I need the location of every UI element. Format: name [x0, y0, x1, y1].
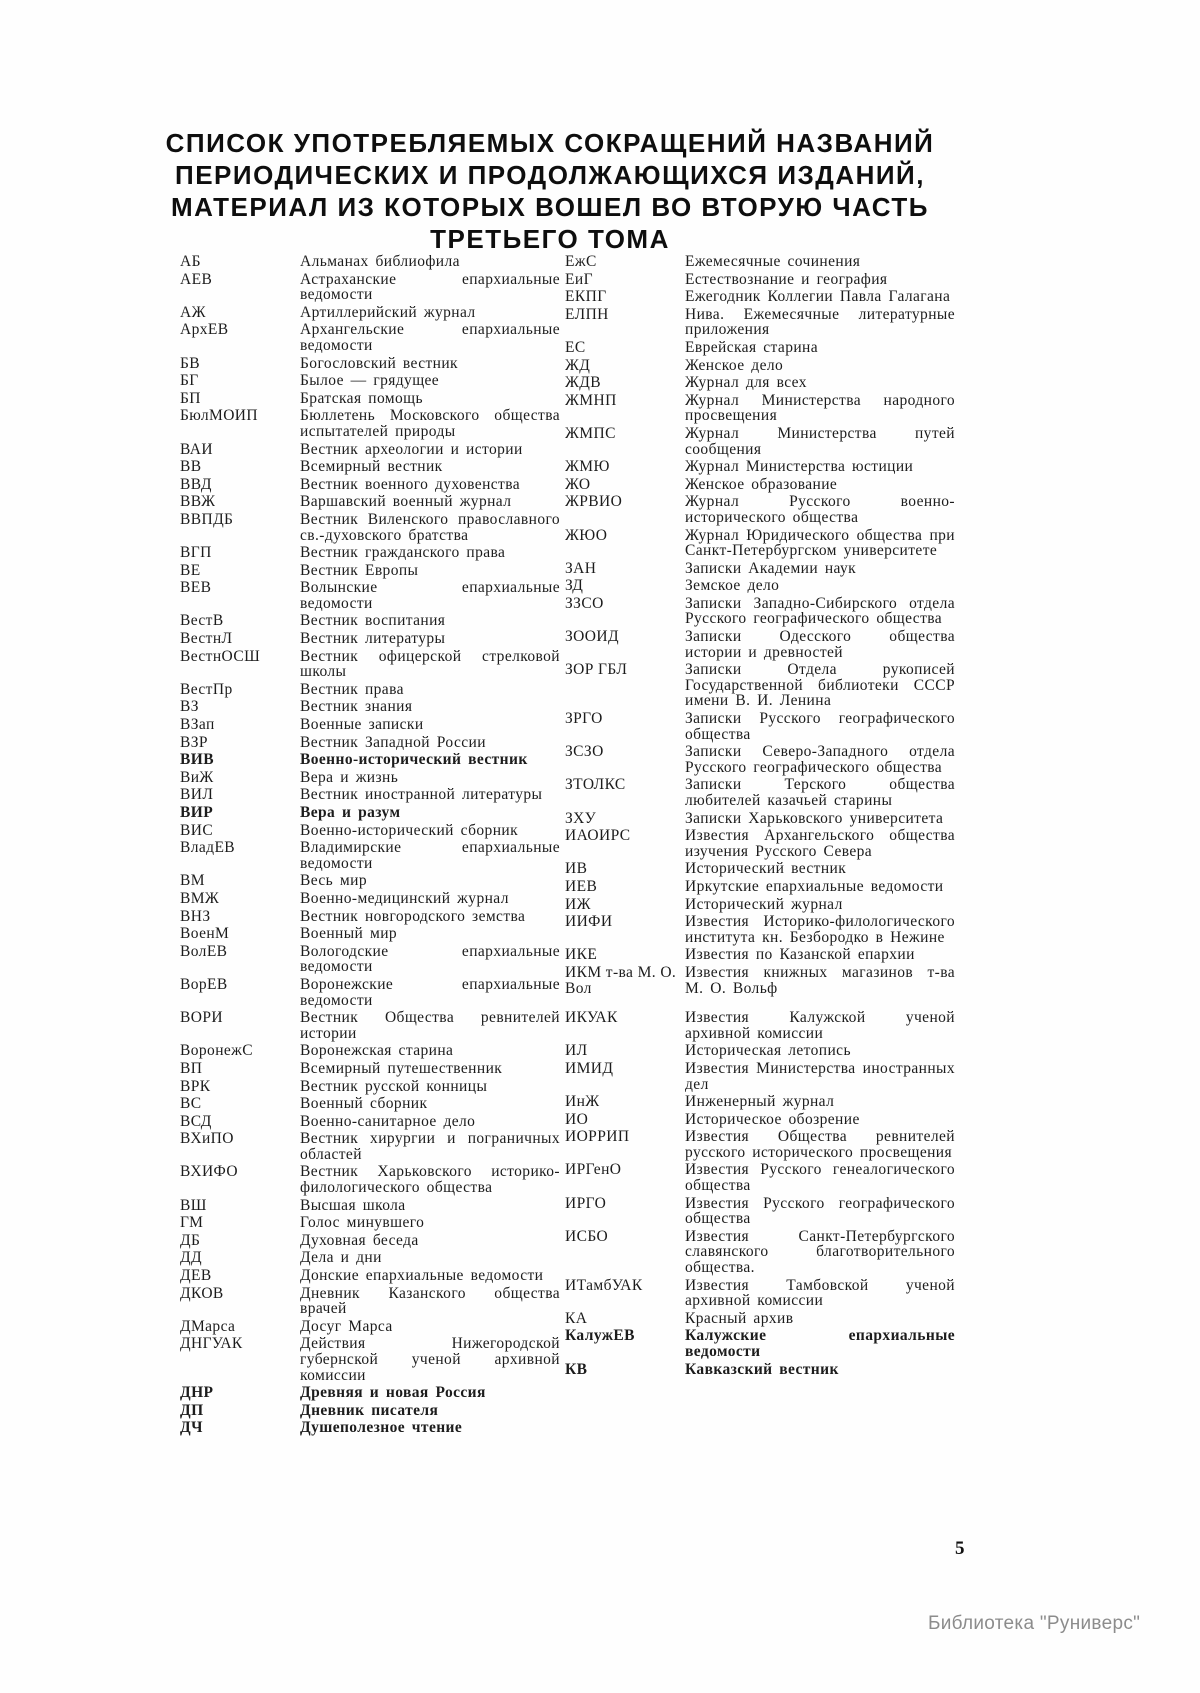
abbrev-code: ВМЖ	[180, 889, 220, 907]
abbrev-definition: Воронежская старина	[300, 1042, 454, 1060]
abbrev-code: КА	[565, 1309, 588, 1327]
abbrev-definition: Журнал Министерства путей сообщения	[685, 424, 955, 458]
abbrev-definition: Досуг Марса	[300, 1317, 393, 1335]
abbrev-definition: Военные записки	[300, 716, 424, 734]
abbrev-definition: Ежемесячные сочинения	[685, 253, 861, 270]
abbrev-code: ЗТОЛКС	[565, 776, 626, 794]
abbrev-code: ВорЕВ	[180, 975, 228, 993]
abbrev-entry	[180, 1079, 560, 1095]
abbrev-entry	[565, 1229, 955, 1276]
abbrev-definition: Древняя и новая Россия	[300, 1384, 486, 1402]
abbrev-definition: Военно-медицинский журнал	[300, 889, 509, 907]
abbrev-code: ИЖ	[565, 895, 591, 913]
abbrev-code: ИКЕ	[565, 946, 598, 964]
abbrev-definition: Военно-санитарное дело	[300, 1112, 476, 1130]
abbrev-entry	[180, 1010, 560, 1041]
abbrev-definition: Дневник писателя	[300, 1401, 439, 1419]
abbrev-code: ЖДВ	[565, 374, 601, 392]
abbrev-entry	[180, 770, 560, 786]
abbrev-entry	[565, 561, 955, 577]
abbrev-code: ДД	[180, 1249, 202, 1267]
abbrev-entry	[565, 1043, 955, 1059]
abbrev-entry	[565, 965, 955, 996]
abbrev-code: ВоенМ	[180, 925, 230, 943]
abbrev-entry	[180, 631, 560, 647]
abbrev-definition: Военно-исторический сборник	[300, 821, 519, 839]
abbrev-code: КалужЕВ	[565, 1327, 635, 1345]
abbrev-entry	[565, 289, 955, 305]
abbrev-code: ЗД	[565, 577, 584, 595]
title-line-1: СПИСОК УПОТРЕБЛЯЕМЫХ СОКРАЩЕНИЙ НАЗВАНИЙ	[165, 128, 935, 158]
abbrev-definition: Дневник Казанского общества врачей	[300, 1284, 560, 1318]
abbrev-code: ДП	[180, 1401, 204, 1419]
abbrev-definition: Вестник Виленского православного св.-духовского братства	[300, 510, 560, 544]
abbrev-code: ВНЗ	[180, 907, 211, 925]
abbrev-definition: Известия Тамбовской ученой архивной комиссии	[685, 1276, 955, 1310]
abbrev-code: ЖМНП	[565, 391, 617, 409]
abbrev-column-left	[180, 254, 560, 1438]
page-number: 5	[955, 1538, 965, 1559]
abbrev-code: ВЗ	[180, 698, 199, 716]
abbrev-code: ГМ	[180, 1214, 204, 1232]
abbrev-code: ЕиГ	[565, 270, 593, 288]
page-title	[150, 127, 950, 255]
abbrev-entry	[180, 717, 560, 733]
abbrev-entry	[180, 649, 560, 680]
abbrev-entry	[565, 744, 955, 775]
abbrev-entry	[565, 375, 955, 391]
abbrev-definition: Архангельские епархиальные ведомости	[300, 321, 560, 354]
abbrev-code: ВОРИ	[180, 1009, 223, 1027]
abbrev-entry	[565, 662, 955, 709]
abbrev-code: ЖД	[565, 356, 591, 374]
abbrev-entry	[180, 805, 560, 821]
abbrev-definition: Историческая летопись	[685, 1042, 851, 1060]
abbrev-code: ВИЛ	[180, 786, 214, 804]
abbrev-definition: Известия Историко-филологического института кн. Безбородко в Нежине	[685, 913, 955, 946]
abbrev-definition: Записки Одесского общества истории и древностей	[685, 628, 955, 661]
abbrev-code: ИКУАК	[565, 1009, 618, 1027]
abbrev-definition: Земское дело	[685, 577, 780, 595]
abbrev-definition: Журнал Министерства юстиции	[685, 458, 914, 476]
abbrev-definition: Военно-исторический вестник	[300, 751, 528, 769]
abbrev-definition: Вестник новгородского земства	[300, 907, 526, 925]
abbrev-entry	[180, 1131, 560, 1162]
abbrev-code: ВП	[180, 1059, 203, 1077]
abbrev-entry	[565, 879, 955, 895]
abbrev-definition: Артиллерийский журнал	[300, 303, 476, 321]
abbrev-code: ЖМПС	[565, 424, 616, 442]
abbrev-definition: Известия Санкт-Петербургского славянского благотворительного общества.	[685, 1227, 955, 1277]
abbrev-entry	[180, 1096, 560, 1112]
abbrev-definition: Известия Русского географического общества	[685, 1194, 955, 1228]
abbrev-code: ИТамбУАК	[565, 1276, 643, 1294]
abbrev-definition: Записки Академии наук	[685, 559, 857, 577]
abbrev-entry	[565, 578, 955, 594]
abbrev-entry	[565, 477, 955, 493]
abbrev-code: ДКОВ	[180, 1284, 224, 1302]
abbrev-code: ИМИД	[565, 1059, 614, 1077]
title-line-2: ПЕРИОДИЧЕСКИХ И ПРОДОЛЖАЮЩИХСЯ ИЗДАНИЙ,	[175, 160, 925, 190]
abbrev-entry	[180, 494, 560, 510]
abbrev-code: ВИР	[180, 804, 214, 821]
abbrev-definition: Духовная беседа	[300, 1231, 419, 1249]
abbrev-entry	[180, 459, 560, 475]
abbrev-code: БВ	[180, 354, 201, 372]
abbrev-code: ВМ	[180, 872, 205, 890]
abbrev-entry	[180, 1336, 560, 1383]
abbrev-definition: Записки Северо-Западного отдела Русского географического общества	[685, 743, 955, 776]
abbrev-definition: Известия по Казанской епархии	[685, 946, 915, 964]
abbrev-entry	[565, 711, 955, 742]
abbrev-definition: Известия Калужской ученой архивной комиссии	[685, 1009, 955, 1042]
abbrev-code: ВоронежС	[180, 1042, 254, 1060]
abbrev-definition: Донские епархиальные ведомости	[300, 1267, 544, 1285]
abbrev-code: ИО	[565, 1110, 589, 1128]
abbrev-entry	[180, 613, 560, 629]
abbrev-definition: Калужские епархиальные ведомости	[685, 1327, 955, 1360]
abbrev-entry	[180, 977, 560, 1008]
abbrev-definition: Действия Нижегородской губернской ученой архивной комиссии	[300, 1335, 560, 1384]
abbrev-definition: Вестник Общества ревнителей истории	[300, 1009, 560, 1042]
abbrev-code: КВ	[565, 1360, 588, 1378]
abbrev-definition: Военный мир	[300, 925, 398, 943]
abbrev-definition: Варшавский военный журнал	[300, 493, 512, 511]
abbrev-code: ДБ	[180, 1231, 201, 1249]
abbrev-entry	[565, 307, 955, 338]
abbrev-code: ИВ	[565, 860, 588, 878]
abbrev-definition: Вестник Харьковского историко-филологического общества	[300, 1163, 560, 1197]
abbrev-definition: Известия Архангельского общества изучения Русского Севера	[685, 827, 955, 860]
abbrev-entry	[180, 1403, 560, 1419]
abbrev-definition: Вестник хирургии и пограничных областей	[300, 1130, 560, 1163]
abbrev-code: ИЛ	[565, 1042, 588, 1060]
abbrev-entry	[565, 828, 955, 859]
abbrev-entry	[565, 1061, 955, 1092]
abbrev-definition: Записки Терского общества любителей казачьей старины	[685, 776, 955, 809]
abbrev-entry	[180, 891, 560, 907]
abbrev-code: БюлМОИП	[180, 407, 258, 425]
abbrev-code: ВВЖ	[180, 493, 216, 511]
abbrev-definition: Вестник Европы	[300, 561, 419, 579]
abbrev-entry	[565, 1162, 955, 1193]
abbrev-code: ЖЮО	[565, 526, 608, 544]
abbrev-code: ДЧ	[180, 1419, 203, 1437]
abbrev-code: ВЗап	[180, 716, 215, 734]
abbreviation-list	[180, 254, 955, 1438]
abbrev-code: ИАОИРС	[565, 827, 631, 845]
abbrev-code: ВЕ	[180, 561, 201, 579]
abbrev-entry	[180, 1233, 560, 1249]
abbrev-definition: Известия Министерства иностранных дел	[685, 1059, 955, 1093]
abbrev-entry	[180, 545, 560, 561]
abbrev-definition: Голос минувшего	[300, 1214, 425, 1232]
abbrev-entry	[180, 1114, 560, 1130]
abbrev-entry	[180, 735, 560, 751]
abbrev-code: АрхЕВ	[180, 321, 229, 339]
abbrev-code: ВладЕВ	[180, 839, 236, 857]
abbrev-entry	[565, 1112, 955, 1128]
abbrev-code: ВВПДБ	[180, 510, 234, 528]
abbrev-code: ИРГО	[565, 1194, 607, 1212]
abbrev-definition: Дела и дни	[300, 1249, 382, 1267]
abbrev-definition: Женское образование	[685, 475, 838, 493]
abbrev-definition: Кавказский вестник	[685, 1360, 839, 1378]
abbrev-code: ВЗР	[180, 733, 208, 751]
abbrev-definition: Вестник военного духовенства	[300, 475, 521, 493]
abbrev-definition: Записки Отдела рукописей Государственной библиотеки СССР имени В. И. Ленина	[685, 661, 955, 710]
abbrev-entry	[180, 752, 560, 768]
abbrev-definition: Альманах библиофила	[300, 253, 460, 270]
abbrev-code: ДМарса	[180, 1317, 236, 1335]
abbrev-definition: Вестник русской конницы	[300, 1077, 488, 1095]
abbrev-entry	[565, 1278, 955, 1309]
abbrev-code: ЖО	[565, 475, 591, 493]
abbrev-definition: Женское дело	[685, 356, 784, 374]
abbrev-definition: Высшая школа	[300, 1196, 406, 1214]
abbrev-definition: Исторический журнал	[685, 895, 843, 913]
abbrev-code: ВестнОСШ	[180, 647, 261, 665]
abbrev-definition: Журнал Юридического общества при Санкт-Петербургском университете	[685, 526, 955, 560]
abbrev-definition: Журнал Министерства народного просвещения	[685, 391, 955, 425]
abbrev-entry	[180, 1420, 560, 1436]
abbrev-definition: Былое — грядущее	[300, 372, 440, 390]
abbrev-entry	[565, 393, 955, 424]
abbrev-code: ЗООИД	[565, 628, 619, 646]
abbrev-entry	[180, 909, 560, 925]
abbrev-definition: Записки Харьковского университета	[685, 809, 944, 827]
abbrev-code: ВолЕВ	[180, 942, 228, 960]
abbrev-entry	[565, 426, 955, 457]
abbrev-entry	[565, 528, 955, 559]
abbrev-code: ЕжС	[565, 253, 597, 270]
abbrev-definition: Всемирный вестник	[300, 458, 443, 476]
abbrev-entry	[180, 1061, 560, 1077]
abbrev-definition: Вестник знания	[300, 698, 413, 716]
abbrev-entry	[565, 1094, 955, 1110]
abbrev-definition: Известия Общества ревнителей русского исторического просвещения	[685, 1128, 955, 1161]
abbrev-definition: Красный архив	[685, 1309, 794, 1327]
abbrev-entry	[180, 305, 560, 321]
abbrev-entry	[180, 408, 560, 439]
abbrev-code: ВСД	[180, 1112, 212, 1130]
abbrev-entry	[180, 787, 560, 803]
abbrev-definition: Еврейская старина	[685, 338, 819, 356]
abbrev-definition: Известия Русского генеалогического общества	[685, 1161, 955, 1195]
abbrev-code: БП	[180, 389, 201, 407]
abbrev-code: ИРГенО	[565, 1161, 622, 1179]
abbrev-code: ИнЖ	[565, 1093, 600, 1111]
abbrev-entry	[565, 1362, 955, 1378]
abbrev-code: ИКМ т-ва М. О. Вол	[565, 963, 677, 997]
abbrev-definition: Ежегодник Коллегии Павла Галагана	[685, 288, 951, 306]
abbrev-entry	[565, 629, 955, 660]
abbrev-definition: Инженерный журнал	[685, 1093, 835, 1111]
abbrev-definition: Естествознание и география	[685, 270, 888, 288]
abbrev-definition: Весь мир	[300, 872, 367, 890]
abbrev-entry	[565, 494, 955, 525]
abbrev-code: ВС	[180, 1095, 202, 1113]
abbrev-code: ВВД	[180, 475, 212, 493]
abbrev-definition: Вестник офицерской стрелковой школы	[300, 647, 560, 681]
abbrev-code: ЗОР ГБЛ	[565, 661, 628, 679]
abbrev-definition: Военный сборник	[300, 1095, 428, 1113]
abbrev-entry	[180, 1164, 560, 1195]
abbrev-code: ИОРРИП	[565, 1128, 630, 1146]
abbrev-definition: Журнал для всех	[685, 374, 807, 392]
abbrev-entry	[180, 580, 560, 611]
title-line-4: ТРЕТЬЕГО ТОМА	[430, 224, 670, 254]
abbrev-code: ЗРГО	[565, 710, 603, 728]
abbrev-entry	[180, 699, 560, 715]
abbrev-definition: Астраханские епархиальные ведомости	[300, 270, 560, 304]
abbrev-entry	[180, 944, 560, 975]
abbrev-code: ВестнЛ	[180, 630, 233, 648]
abbrev-entry	[180, 254, 560, 270]
abbrev-definition: Братская помощь	[300, 389, 423, 407]
abbrev-definition: Вера и разум	[300, 804, 401, 821]
abbrev-code: ВХИФО	[180, 1163, 238, 1181]
abbrev-entry	[565, 777, 955, 808]
abbrev-entry	[565, 254, 955, 270]
abbrev-entry	[180, 477, 560, 493]
abbrev-entry	[180, 1215, 560, 1231]
abbrev-entry	[180, 1385, 560, 1401]
watermark: Библиотека "Руниверс"	[928, 1613, 1141, 1634]
abbrev-definition: Иркутские епархиальные ведомости	[685, 877, 944, 895]
abbrev-entry	[180, 840, 560, 871]
abbrev-code: ВВ	[180, 458, 202, 476]
abbrev-entry	[565, 1010, 955, 1041]
abbrev-entry	[180, 926, 560, 942]
abbrev-entry	[180, 1198, 560, 1214]
abbrev-code: ВХиПО	[180, 1130, 234, 1148]
abbrev-entry	[565, 1196, 955, 1227]
abbrev-code: ВИВ	[180, 751, 214, 769]
abbrev-definition: Историческое обозрение	[685, 1110, 860, 1128]
abbrev-entry	[565, 358, 955, 374]
abbrev-code: ЖРВИО	[565, 493, 623, 511]
abbrev-code: ВРК	[180, 1077, 211, 1095]
abbrev-code: ДНР	[180, 1384, 214, 1402]
abbrev-definition: Владимирские епархиальные ведомости	[300, 839, 560, 872]
abbrev-definition: Всемирный путешественник	[300, 1059, 503, 1077]
abbrev-code: ИИФИ	[565, 913, 613, 931]
abbrev-definition: Богословский вестник	[300, 354, 458, 372]
title-line-3: МАТЕРИАЛ ИЗ КОТОРЫХ ВОШЕЛ ВО ВТОРУЮ ЧАСТЬ	[171, 192, 929, 222]
abbrev-column-right	[565, 254, 955, 1438]
abbrev-entry	[180, 272, 560, 303]
abbrev-entry	[180, 442, 560, 458]
abbrev-entry	[565, 340, 955, 356]
abbrev-entry	[565, 1328, 955, 1359]
abbrev-code: ВАИ	[180, 440, 213, 458]
abbrev-definition: Душеполезное чтение	[300, 1419, 463, 1437]
abbrev-code: ЕЛПН	[565, 305, 609, 323]
abbrev-entry	[565, 811, 955, 827]
abbrev-code: БГ	[180, 372, 199, 390]
abbrev-entry	[180, 1043, 560, 1059]
abbrev-entry	[565, 1311, 955, 1327]
abbrev-code: ЗСЗО	[565, 743, 604, 761]
abbrev-definition: Вера и жизнь	[300, 768, 399, 786]
abbrev-entry	[180, 823, 560, 839]
abbrev-definition: Нива. Ежемесячные литературные приложения	[685, 305, 955, 339]
abbrev-entry	[565, 459, 955, 475]
abbrev-definition: Бюллетень Московского общества испытателей природы	[300, 407, 560, 440]
abbrev-code: ЗХУ	[565, 809, 597, 827]
abbrev-definition: Вестник литературы	[300, 630, 446, 648]
abbrev-entry	[565, 914, 955, 945]
abbrev-code: ВестПр	[180, 680, 233, 698]
abbrev-code: АЖ	[180, 303, 206, 321]
abbrev-entry	[565, 1129, 955, 1160]
abbrev-entry	[180, 682, 560, 698]
abbrev-entry	[180, 1319, 560, 1335]
abbrev-entry	[565, 897, 955, 913]
abbrev-code: ЖМЮ	[565, 458, 610, 476]
abbrev-entry	[180, 1286, 560, 1317]
abbrev-definition: Вестник археологии и истории	[300, 440, 523, 458]
abbrev-entry	[565, 947, 955, 963]
abbrev-entry	[180, 391, 560, 407]
abbrev-entry	[565, 861, 955, 877]
abbrev-definition: Вестник гражданского права	[300, 544, 506, 562]
abbrev-definition: Известия книжных магазинов т-ва М. О. Вольф	[685, 963, 955, 997]
abbrev-entry	[180, 1268, 560, 1284]
abbrev-definition: Вестник иностранной литературы	[300, 786, 543, 804]
abbrev-code: ВГП	[180, 544, 212, 562]
abbrev-entry	[565, 272, 955, 288]
abbrev-definition: Записки Русского географического общества	[685, 710, 955, 743]
abbrev-code: ВИС	[180, 821, 214, 839]
abbrev-code: ЗЗСО	[565, 594, 604, 612]
abbrev-definition: Вестник воспитания	[300, 612, 446, 630]
abbrev-code: ИСБО	[565, 1227, 609, 1245]
abbrev-code: ВЕВ	[180, 579, 212, 597]
abbrev-definition: Исторический вестник	[685, 860, 847, 878]
abbrev-code: ЕКПГ	[565, 288, 607, 306]
abbrev-definition: Волынские епархиальные ведомости	[300, 579, 560, 612]
abbrev-code: АБ	[180, 253, 201, 270]
abbrev-code: ДНГУАК	[180, 1335, 243, 1353]
abbrev-entry	[180, 1250, 560, 1266]
abbrev-code: ВиЖ	[180, 768, 214, 786]
abbrev-entry	[180, 373, 560, 389]
abbrev-code: ЕС	[565, 338, 586, 356]
abbrev-definition: Вологодские епархиальные ведомости	[300, 942, 560, 976]
abbrev-definition: Вестник права	[300, 680, 404, 698]
abbrev-code: ЗАН	[565, 559, 597, 577]
abbrev-definition: Журнал Русского военно-исторического общества	[685, 493, 955, 526]
abbrev-code: ВШ	[180, 1196, 207, 1214]
abbrev-code: ДЕВ	[180, 1267, 212, 1285]
abbrev-code: АЕВ	[180, 270, 213, 288]
abbrev-entry	[180, 873, 560, 889]
abbrev-code: ИЕВ	[565, 877, 598, 895]
abbrev-entry	[180, 563, 560, 579]
abbrev-definition: Воронежские епархиальные ведомости	[300, 975, 560, 1009]
abbrev-entry	[180, 322, 560, 353]
abbrev-entry	[180, 356, 560, 372]
abbrev-entry	[180, 512, 560, 543]
abbrev-code: ВестВ	[180, 612, 224, 630]
abbrev-definition: Записки Западно-Сибирского отдела Русского географического общества	[685, 594, 955, 628]
abbrev-definition: Вестник Западной России	[300, 733, 486, 751]
abbrev-entry	[565, 596, 955, 627]
